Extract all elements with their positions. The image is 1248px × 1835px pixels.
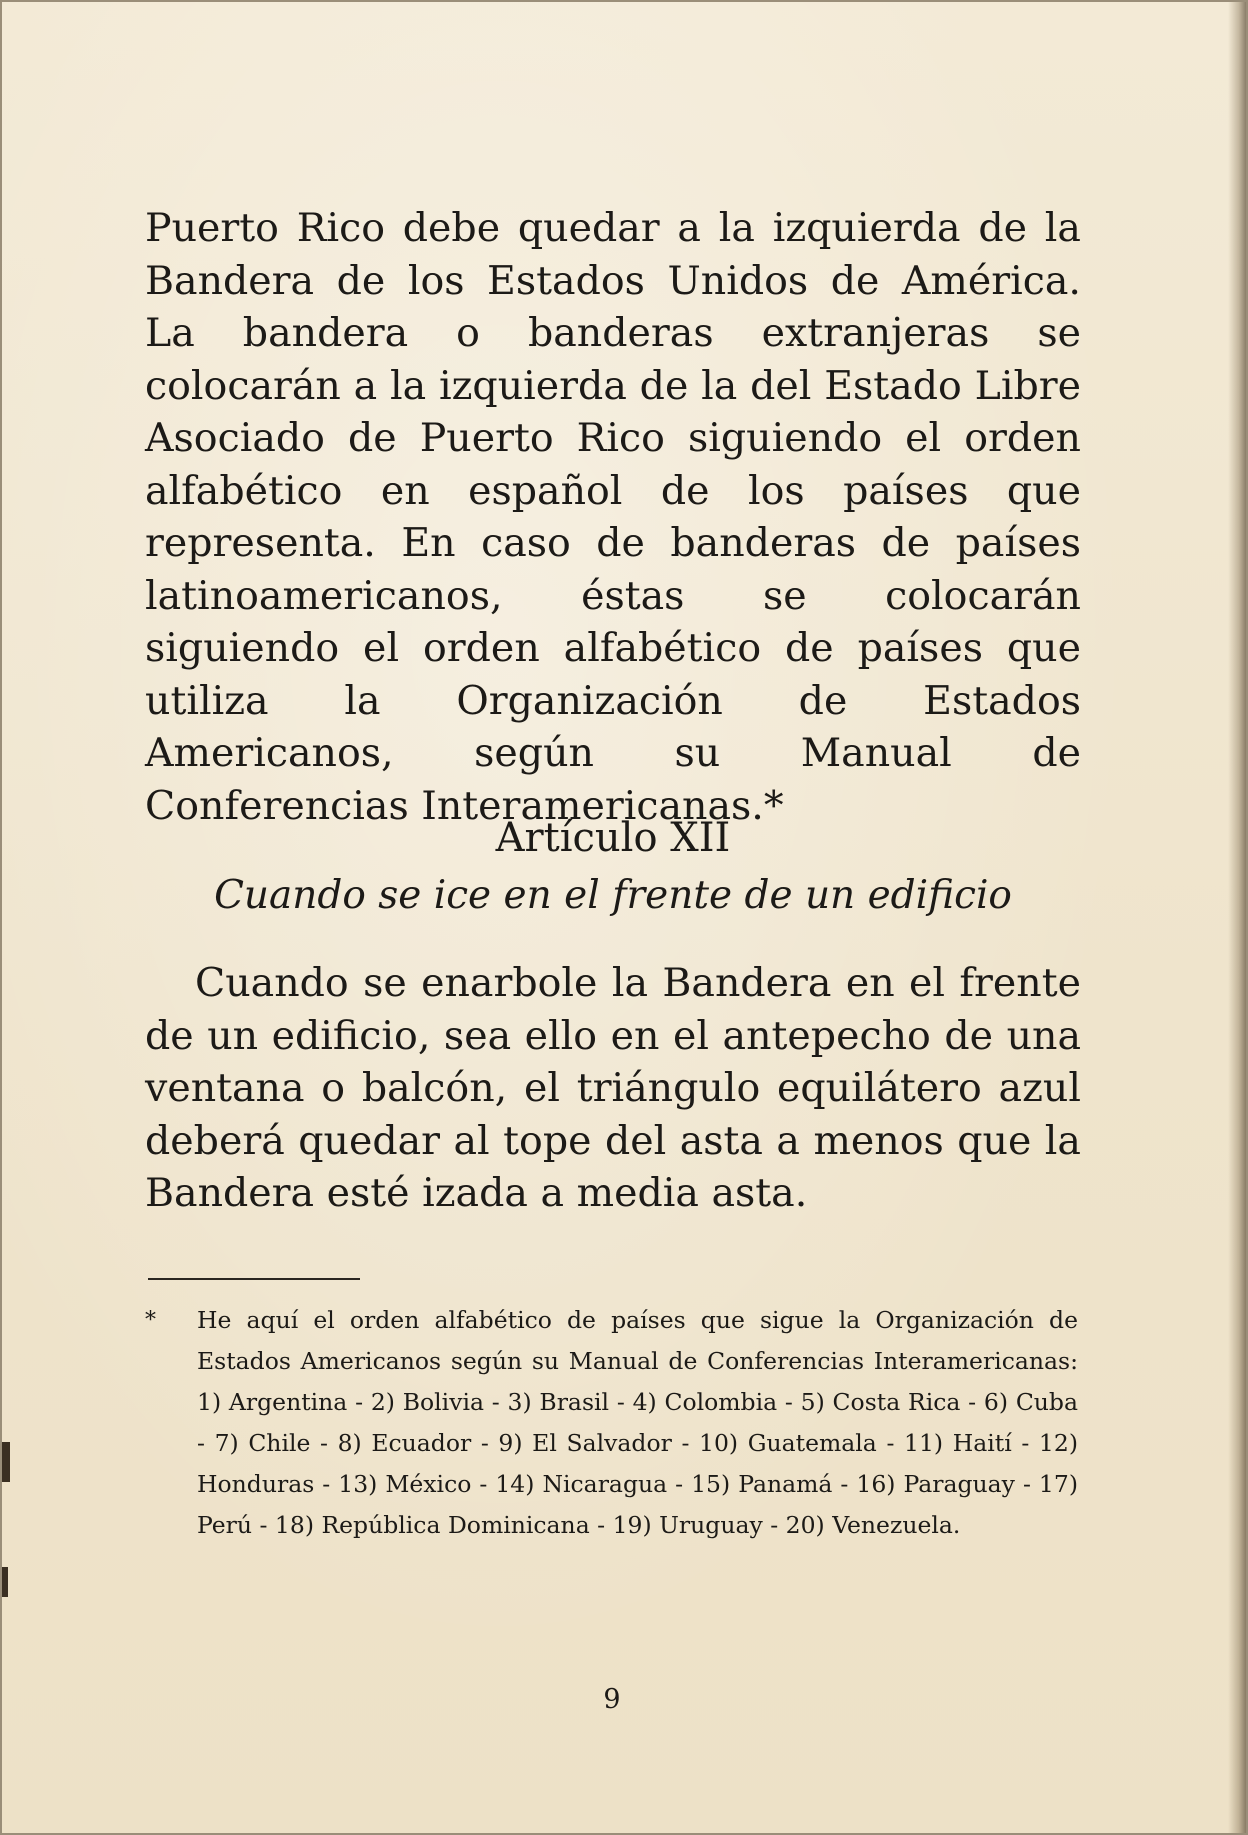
body-paragraph-flag-order: Puerto Rico debe quedar a la izquierda de la Bandera de los Estados Unidos de América. La bandera o banderas extranjeras se colocarán a la izquierda de la del Estado Libre Asociado de Puerto Rico siguiendo el orden alfabético en español de los países que representa. En caso de banderas de países latinoamericanos, éstas se colocarán siguiendo el orden alfabético de países que utiliza la Organización de Estados Americanos, según su Manual de Conferencias Interamericanas.* — [145, 205, 1081, 829]
footnote — [145, 1300, 1078, 1546]
article-subtitle: Cuando se ice en el frente de un edificio — [214, 873, 1012, 918]
page-binding-edge — [1228, 2, 1246, 1833]
article-heading: Artículo XII — [495, 815, 731, 861]
footnote-marker: * — [145, 1308, 156, 1333]
footnote-divider — [148, 1278, 360, 1280]
page-edge-wear — [2, 1442, 10, 1482]
page-number: 9 — [603, 1684, 621, 1715]
footnote-text: He aquí el orden alfabético de países que sigue la Organización de Estados Americanos según su Manual de Conferencias Interamericanas: 1) Argentina - 2) Bolivia - 3) Brasil - 4) Colombia - 5) Costa Rica - 6) Cuba - 7) Chile - 8) Ecuador - 9) El Salvador - 10) Guatemala - 11) Haití - 12) Honduras - 13) México - 14) Nicaragua - 15) Panamá - 16) Paraguay - 17) Perú - 18) República Dominicana - 19) Uruguay - 20) Venezuela. — [197, 1306, 1078, 1539]
page-edge-wear — [2, 1567, 8, 1597]
body-paragraph-building-display: Cuando se enarbole la Bandera en el frente de un edificio, sea ello en el antepecho de una ventana o balcón, el triángulo equilátero azul deberá quedar al tope del asta a menos que la Bandera esté izada a media asta. — [145, 960, 1081, 1216]
